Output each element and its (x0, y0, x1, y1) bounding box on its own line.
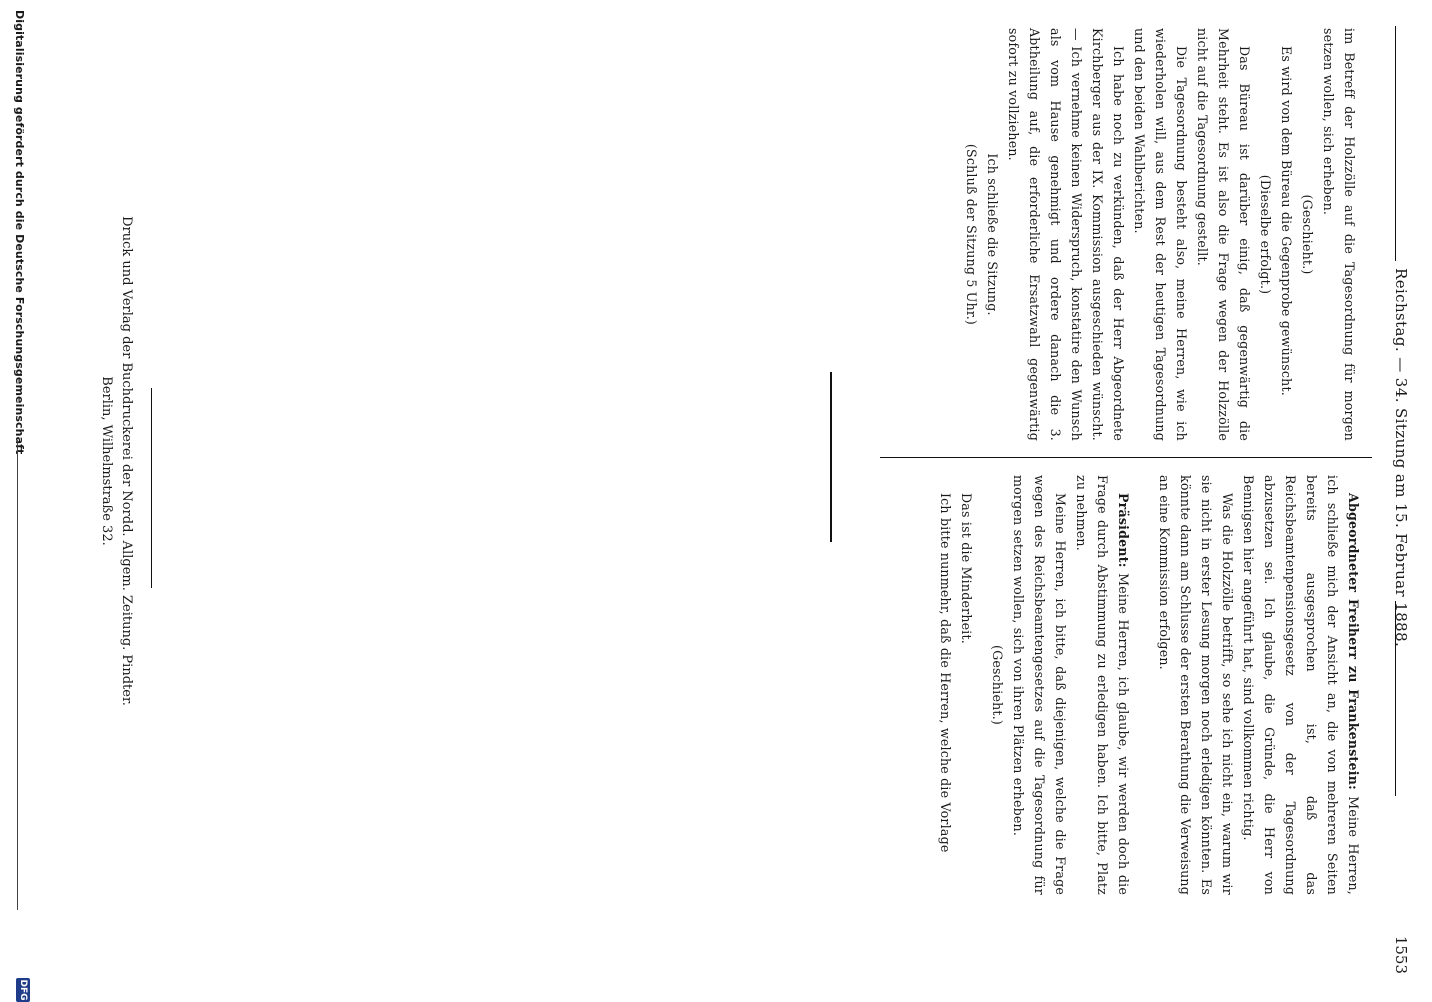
header-rule-left (1395, 26, 1396, 261)
page-header (1374, 26, 1414, 974)
speaker-name: Präsident: (1116, 493, 1131, 568)
session-end-note: (Schluß der Sitzung 5 Uhr.) (964, 143, 979, 326)
paragraph (1238, 475, 1364, 895)
paragraph: Ich habe noch zu verkünden, daß der Herr Abgeordnete Kirchberger aus der IX. Kommission ausgeschieden wünscht. — Ich vernehme keinen Widerspruch, konstatire den Wunsch als vom Hause genehmigt und ordere danach die 3. Abtheilung auf, die erforderliche Ersatzwahl gegenwärtig sofort zu vollziehen. (1006, 28, 1126, 441)
end-rule (830, 372, 832, 542)
paragraph: Meine Herren, ich bitte, daß diejenigen, welche die Frage wegen des Reichsbeamtengesetzes auf die Tagesordnung für morgen setzen wollen, sich von ihren Plätzen erheben. (1011, 475, 1068, 895)
speech-text: Meine Herren, ich glaube, wir werden doch die Frage durch Abstimmung zu erledigen haben. Ich bitte, Platz zu nehmen. (1074, 475, 1131, 895)
header-title: Reichstag. — 34. Sitzung am 15. Februar 1888. (1392, 268, 1410, 648)
imprint-rule (151, 388, 152, 588)
stage-direction: (Geschieht.) (990, 644, 1005, 726)
paragraph: Das Büreau ist darüber einig, daß gegenwärtig die Mehrheit steht. Es ist also die Frage wegen der Holzzölle nicht auf die Tagesordnung gestellt. (1195, 28, 1252, 441)
paragraph (1071, 475, 1134, 895)
stage-direction: (Geschieht.) (1300, 194, 1315, 275)
paragraph: Ich bitte nunmehr, daß die Herren, welche die Vorlage (938, 493, 953, 853)
dfg-logo-icon: DFG (18, 979, 28, 1001)
header-rule-right (1395, 601, 1396, 796)
paragraph: Ich schließe die Sitzung. (985, 153, 1000, 316)
text-column-right (935, 475, 1364, 895)
speaker-name: Abgeordneter Freiherr zu Frankenstein: (1346, 493, 1361, 790)
paragraph: Es wird von dem Büreau die Gegenprobe gewünscht. (1279, 46, 1294, 396)
paragraph: Die Tagesordnung besteht also, meine Herren, wie ich wiederholen will, aus dem Rest der heutigen Tagesordnung und den beiden Wahlberichten. (1132, 28, 1189, 441)
page-number: 1553 (1392, 935, 1410, 974)
printer-imprint (96, 28, 136, 894)
column-divider (880, 457, 1372, 458)
paragraph: Was die Holzzölle betrifft, so sehe ich nicht ein, warum wir sie nicht in erster Lesung morgen noch erledigen könnten. Es könnte dann am Schlusse der ersten Berathung die Verweisung an eine Kommission erfolgen. (1157, 475, 1235, 895)
digitization-footer (4, 10, 32, 1000)
funding-note: Digitalisierung gefördert durch die Deutsche Forschungsgemeinschaft (13, 10, 26, 455)
imprint-line: Druck und Verlag der Buchdruckerei der Nordd. Allgem. Zeitung. Pindter. (119, 216, 134, 706)
paragraph: Das ist die Minderheit. (959, 493, 974, 644)
imprint-line: Berlin, Wilhelmstraße 32. (99, 376, 114, 546)
footer-rule (17, 440, 18, 910)
stage-direction: (Dieselbe erfolgt.) (1258, 174, 1273, 295)
paragraph: im Betreff der Holzzölle auf die Tagesordnung für morgen setzen wollen, sich erheben. (1321, 28, 1357, 441)
text-column-left (961, 28, 1360, 441)
speech-text: Meine Herren, ich schließe mich der Ansicht an, die von mehreren Seiten bereits ausgesprochen ist, daß das Reichsbeamtenpensionsgesetz von der Tagesordnung abzusetzen sei. Ich glaube, die Gründe, die Herr von Bennigsen hier angeführt hat, sind vollkommen richtig. (1241, 475, 1361, 895)
